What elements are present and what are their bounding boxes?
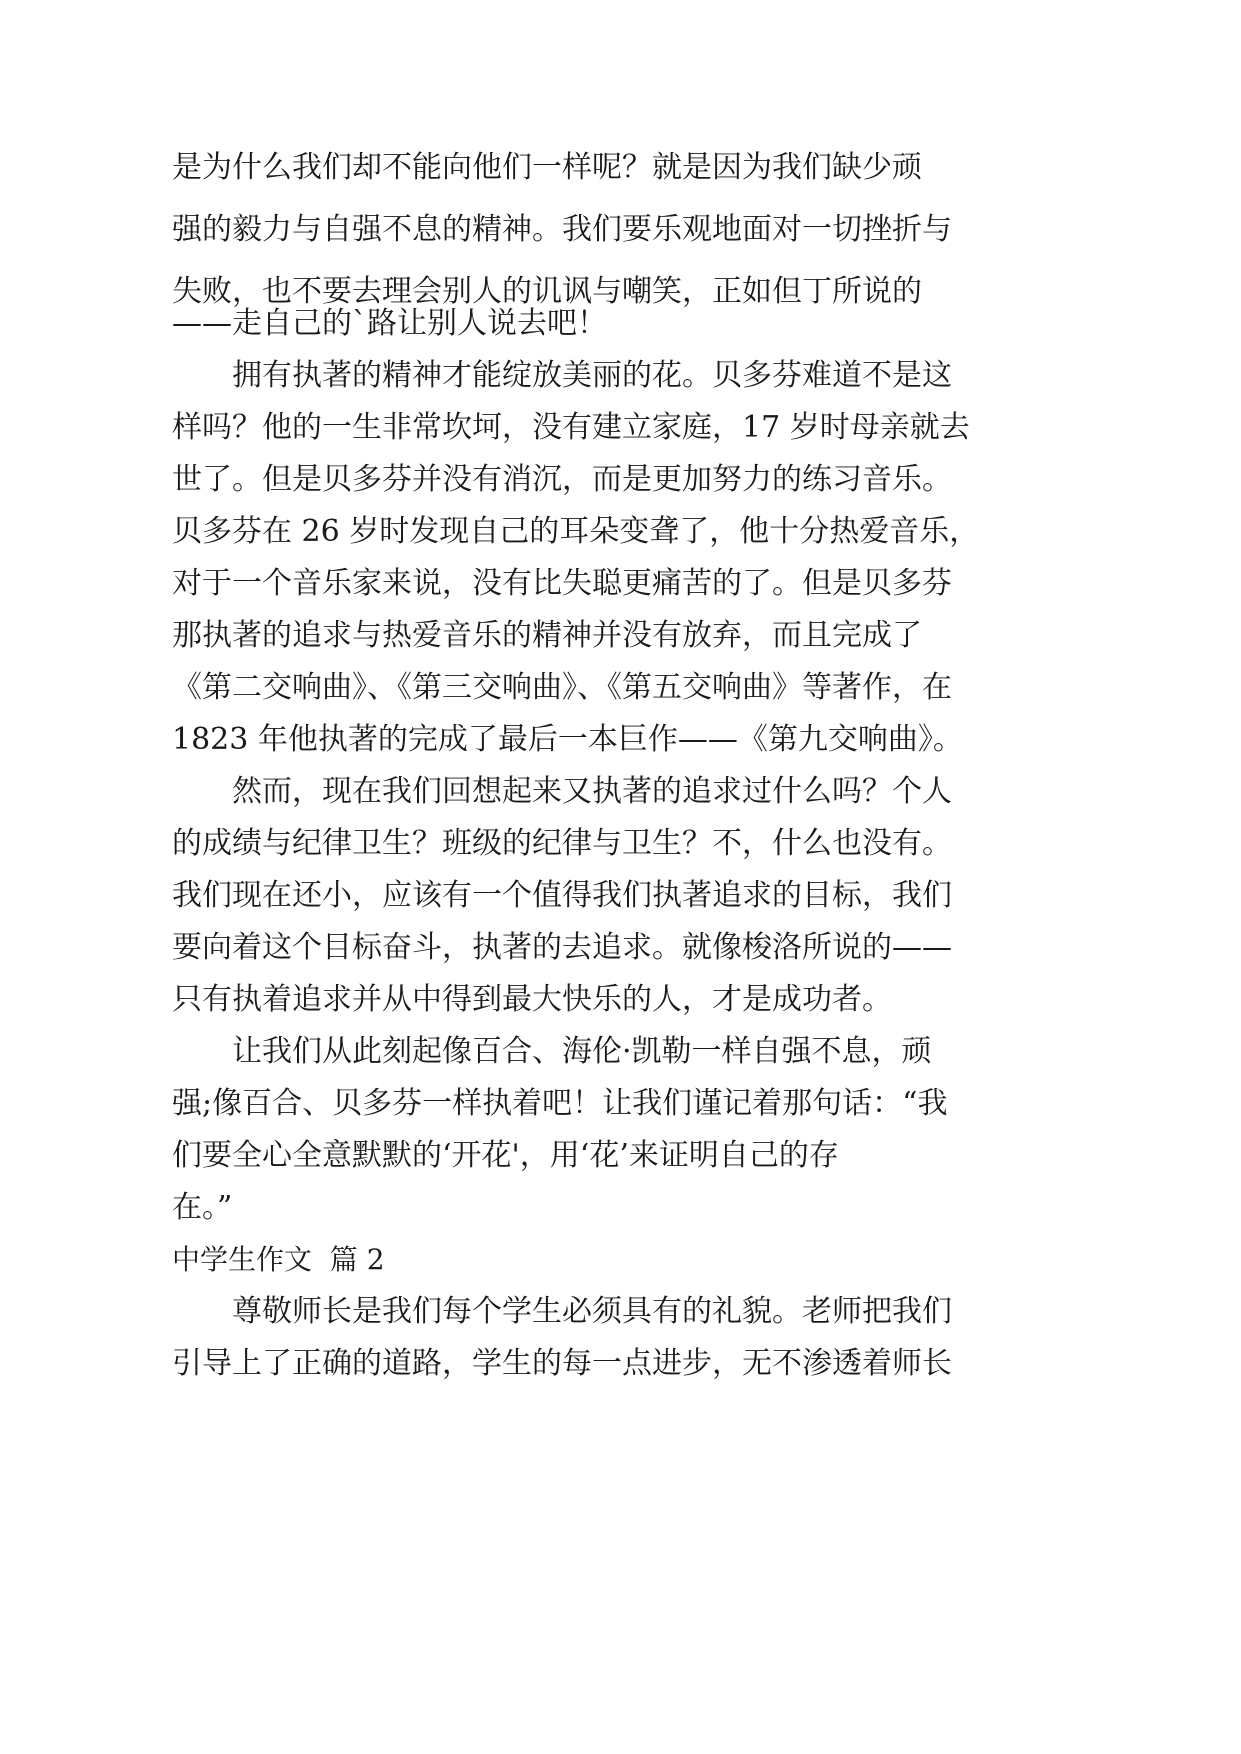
text-line-19: 强;像百合、贝多芬一样执着吧！让我们谨记着那句话：“我 — [172, 1086, 948, 1121]
text-line-4: ——走自己的`路让别人说去吧！ — [172, 306, 607, 341]
paragraph-start-conclusion: 让我们从此刻起像百合、海伦·凯勒一样自强不息，顽 — [172, 1034, 932, 1069]
text-line-20: 们要全心全意默默的‘开花'，用‘花’来证明自己的存 — [172, 1138, 839, 1173]
text-line-12: 1823 年他执著的完成了最后一本巨作——《第九交响曲》。 — [172, 722, 963, 757]
text-line-24: 引导上了正确的道路，学生的每一点进步，无不渗透着师长 — [172, 1346, 952, 1381]
paragraph-start-respect: 尊敬师长是我们每个学生必须具有的礼貌。老师把我们 — [172, 1294, 952, 1329]
paragraph-start-beethoven: 拥有执著的精神才能绽放美丽的花。贝多芬难道不是这 — [172, 358, 952, 393]
text-line-6: 样吗？他的一生非常坎坷，没有建立家庭，17 岁时母亲就去 — [172, 410, 970, 445]
paragraph-start-reflection: 然而，现在我们回想起来又执著的追求过什么吗？个人 — [172, 774, 952, 809]
text-line-8: 贝多芬在 26 岁时发现自己的耳朵变聋了，他十分热爱音乐， — [172, 514, 980, 549]
text-line-17: 只有执着追求并从中得到最大快乐的人，才是成功者。 — [172, 982, 892, 1017]
text-line-15: 我们现在还小，应该有一个值得我们执著追求的目标，我们 — [172, 878, 952, 913]
text-line-1: 是为什么我们却不能向他们一样呢？就是因为我们缺少顽 — [172, 150, 922, 185]
text-line-10: 那执著的追求与热爱音乐的精神并没有放弃，而且完成了 — [172, 618, 922, 653]
text-line-7: 世了。但是贝多芬并没有消沉，而是更加努力的练习音乐。 — [172, 462, 952, 497]
essay-heading: 中学生作文 篇 2 — [172, 1243, 385, 1276]
text-line-21: 在。” — [172, 1190, 233, 1225]
text-line-3: 失败，也不要去理会别人的讥讽与嘲笑，正如但丁所说的 — [172, 274, 922, 309]
text-line-14: 的成绩与纪律卫生？班级的纪律与卫生？不，什么也没有。 — [172, 826, 952, 861]
text-line-9: 对于一个音乐家来说，没有比失聪更痛苦的了。但是贝多芬 — [172, 566, 952, 601]
text-line-11: 《第二交响曲》、《第三交响曲》、《第五交响曲》等著作，在 — [172, 670, 952, 705]
text-line-16: 要向着这个目标奋斗，执著的去追求。就像梭洛所说的—— — [172, 930, 952, 965]
text-line-2: 强的毅力与自强不息的精神。我们要乐观地面对一切挫折与 — [172, 212, 952, 247]
